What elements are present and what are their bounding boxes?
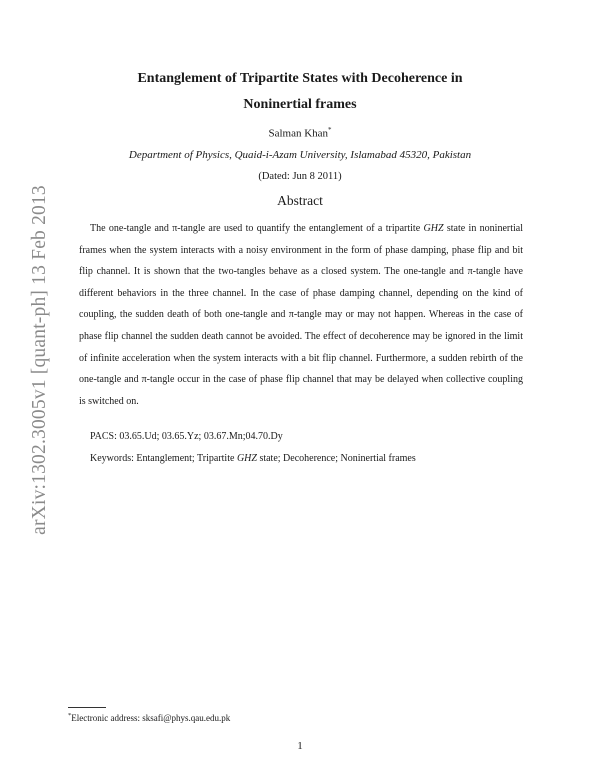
abstract-text bbox=[79, 218, 523, 412]
page-number: 1 bbox=[297, 740, 303, 752]
abstract-heading: Abstract bbox=[277, 193, 323, 208]
dated-line: (Dated: Jun 8 2011) bbox=[258, 171, 342, 182]
abstract-ghz-term: GHZ bbox=[423, 223, 444, 234]
abstract-text-part-1: The one-tangle and π-tangle are used to quantify the entanglement of a tripartite bbox=[90, 223, 424, 234]
pacs-codes: PACS: 03.65.Ud; 03.65.Yz; 03.67.Mn;04.70.Dy bbox=[90, 431, 283, 442]
keywords-suffix: state; Decoherence; Noninertial frames bbox=[256, 453, 416, 464]
keywords-prefix: Keywords: Entanglement; Tripartite bbox=[90, 453, 237, 464]
keywords-ghz-term: GHZ bbox=[236, 453, 257, 464]
paper-title-line-1: Entanglement of Tripartite States with Decoherence in bbox=[137, 71, 463, 86]
arxiv-identifier-stamp[interactable]: arXiv:1302.3005v1 [quant-ph] 13 Feb 2013 bbox=[29, 185, 50, 535]
footnote-divider bbox=[68, 707, 106, 708]
author-footnote-marker[interactable]: * bbox=[328, 126, 332, 134]
author bbox=[90, 126, 510, 140]
footnote-marker: * bbox=[68, 712, 72, 719]
author-name: Salman Khan bbox=[268, 127, 329, 140]
keywords bbox=[90, 453, 416, 464]
paper-title-line-2: Noninertial frames bbox=[243, 97, 357, 112]
abstract-text-part-2: state in noninertial frames when the system interacts with a noisy environment in the form of phase damping, phase flip and bit flip channel. It is shown that the two-tangles behave as a closed system. The one-tangle and π-tangle have different behaviors in the three channel. In the case of phase damping channel, depending on the kind of coupling, the sudden death of both one-tangle and π-tangle may or may not happen. Whereas in the case of phase flip channel the sudden death cannot be avoided. The effect of decoherence may be ignored in the limit of infinite acceleration when the system interacts with a bit flip channel. Furthermore, a sudden rebirth of the one-tangle and π-tangle occur in the case of phase flip channel that may be delayed when collective coupling is switched on. bbox=[79, 223, 523, 407]
author-affiliation: Department of Physics, Quaid-i-Azam University, Islamabad 45320, Pakistan bbox=[128, 149, 472, 161]
footnote-email[interactable]: Electronic address: sksafi@phys.qau.edu.pk bbox=[71, 713, 231, 723]
footnote bbox=[68, 712, 230, 723]
paper-title bbox=[90, 66, 510, 118]
